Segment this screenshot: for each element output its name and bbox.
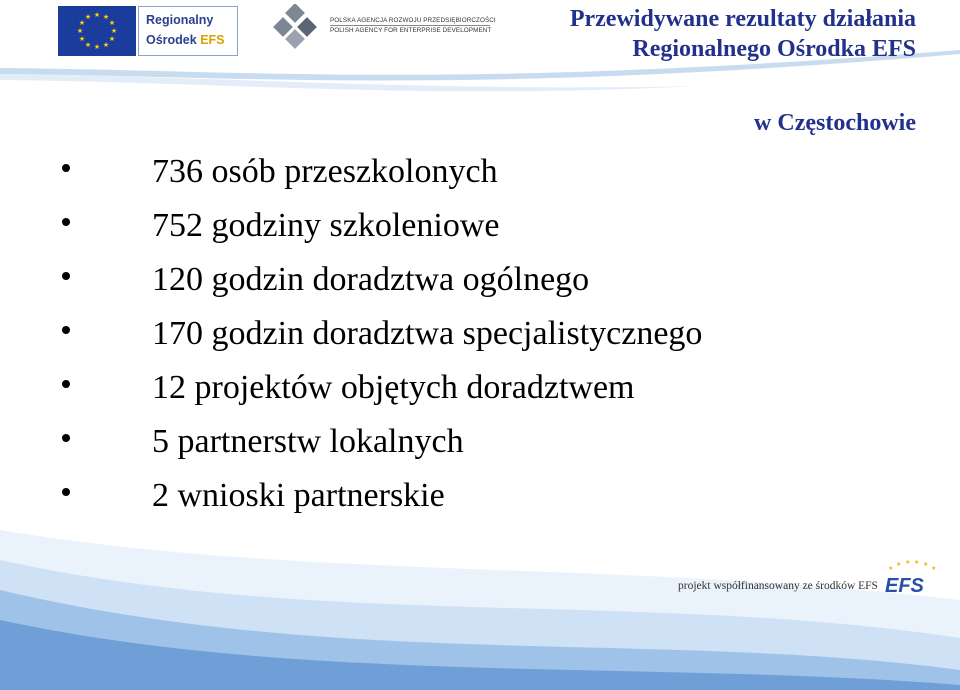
svg-text:★: ★ [108, 35, 116, 43]
list-item: 2 wnioski partnerskie [62, 472, 702, 526]
parp-name-en: POLISH AGENCY FOR ENTERPRISE DEVELOPMENT [330, 27, 492, 34]
svg-text:★: ★ [888, 565, 894, 572]
svg-text:★: ★ [102, 41, 110, 49]
parp-agency-name [330, 16, 496, 36]
title-line-1: Przewidywane rezultaty działania [569, 6, 916, 32]
bullet-icon [62, 218, 70, 226]
list-item: 120 godzin doradztwa ogólnego [62, 256, 702, 310]
list-item: 170 godzin doradztwa specjalistycznego [62, 310, 702, 364]
regional-efs-logo [138, 6, 238, 56]
logo-line-2: Ośrodek EFS [146, 33, 225, 47]
footer-swoosh [0, 520, 960, 690]
svg-text:★: ★ [108, 19, 116, 27]
eu-stars-icon [58, 6, 136, 56]
title-line-2: Regionalnego Ośrodka EFS [632, 36, 916, 62]
parp-name-pl: POLSKA AGENCJA ROZWOJU PRZEDSIĘBIORCZOŚCI [330, 17, 496, 24]
bullet-icon [62, 272, 70, 280]
cofinancing-note: projekt współfinansowany ze środków EFS [678, 580, 878, 592]
title-line-3: w Częstochowie [754, 110, 916, 136]
bullet-icon [62, 380, 70, 388]
list-item: 752 godziny szkoleniowe [62, 202, 702, 256]
bullet-icon [62, 326, 70, 334]
results-list [62, 148, 702, 526]
svg-text:★: ★ [84, 41, 92, 49]
list-item: 12 projektów objętych doradztwem [62, 364, 702, 418]
svg-text:★: ★ [78, 19, 86, 27]
logo-line-1: Regionalny [146, 13, 214, 27]
svg-text:★: ★ [110, 27, 118, 35]
list-item: 736 osób przeszkolonych [62, 148, 702, 202]
svg-text:★: ★ [84, 13, 92, 21]
svg-text:★: ★ [76, 27, 84, 35]
svg-text:★: ★ [896, 561, 902, 568]
svg-text:★: ★ [905, 560, 911, 566]
svg-text:★: ★ [102, 13, 110, 21]
bullet-icon [62, 434, 70, 442]
parp-divider [330, 25, 490, 26]
parp-logo-icon [268, 4, 324, 56]
eu-flag-logo [58, 6, 136, 56]
svg-text:★: ★ [78, 35, 86, 43]
svg-text:★: ★ [931, 565, 937, 572]
bullet-icon [62, 164, 70, 172]
slide-title [570, 4, 916, 64]
svg-text:★: ★ [923, 561, 929, 568]
svg-text:★: ★ [93, 11, 101, 19]
svg-text:★: ★ [93, 43, 101, 51]
svg-text:★: ★ [914, 560, 920, 566]
efs-logo: EFS [885, 575, 924, 597]
bullet-icon [62, 488, 70, 496]
list-item: 5 partnerstw lokalnych [62, 418, 702, 472]
